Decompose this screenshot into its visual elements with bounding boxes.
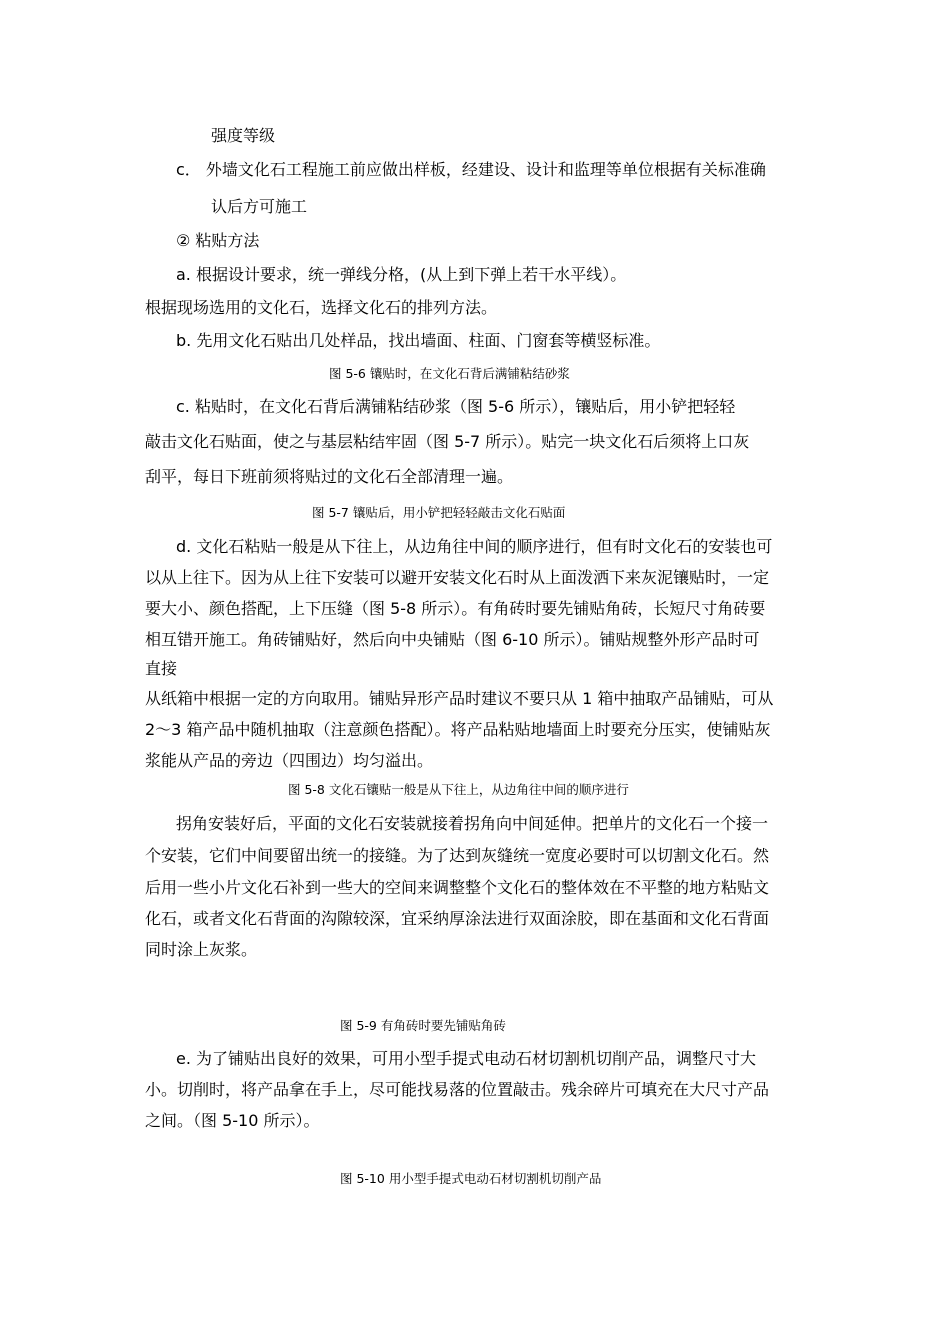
body-line: 之间。（图 5-10 所示）。 [145, 1111, 320, 1130]
body-line: 刮平，每日下班前须将贴过的文化石全部清理一遍。 [145, 467, 514, 486]
body-line: 要大小、颜色搭配，上下压缝（图 5-8 所示）。有角砖时要先铺贴角砖，长短尺寸角砖要 [145, 599, 766, 618]
body-line: 敲击文化石贴面，使之与基层粘结牢固（图 5-7 所示）。贴完一块文化石后须将上口灰 [145, 432, 750, 451]
body-line: 从纸箱中根据一定的方向取用。铺贴异形产品时建议不要只从 1 箱中抽取产品铺贴，可从 [145, 689, 774, 708]
figure-caption: 图 5-9 有角砖时要先铺贴角砖 [340, 1018, 506, 1033]
figure-caption: 图 5-10 用小型手提式电动石材切割机切削产品 [340, 1171, 602, 1186]
body-line: 2～3 箱产品中随机抽取（注意颜色搭配）。将产品粘贴地墙面上时要充分压实，使铺贴灰 [145, 720, 771, 739]
figure-caption: 图 5-8 文化石镶贴一般是从下往上，从边角往中间的顺序进行 [288, 782, 629, 797]
list-item-e: e. 为了铺贴出良好的效果，可用小型手提式电动石材切割机切削产品，调整尺寸大 [176, 1049, 757, 1068]
body-line: 化石，或者文化石背面的沟隙较深，宜采纳厚涂法进行双面涂胶，即在基面和文化石背面 [145, 909, 770, 928]
body-line: 个安装，它们中间要留出统一的接缝。为了达到灰缝统一宽度必要时可以切割文化石。然 [145, 846, 770, 865]
body-line: 以从上往下。因为从上往下安装可以避开安装文化石时从上面泼洒下来灰泥镶贴时，一定 [145, 568, 770, 587]
list-item-b: b. 先用文化石贴出几处样品，找出墙面、柱面、门窗套等横竖标准。 [176, 331, 661, 350]
figure-caption: 图 5-7 镶贴后，用小铲把轻轻敲击文化石贴面 [312, 505, 566, 520]
body-line: 浆能从产品的旁边（四围边）均匀溢出。 [145, 751, 434, 770]
body-line: 后用一些小片文化石补到一些大的空间来调整整个文化石的整体效在不平整的地方粘贴文 [145, 878, 770, 897]
body-line: 拐角安装好后，平面的文化石安装就接着拐角向中间延伸。把单片的文化石一个接一 [176, 814, 769, 833]
body-line: 相互错开施工。角砖铺贴好，然后向中央铺贴（图 6-10 所示）。铺贴规整外形产品时可 [145, 630, 760, 649]
body-line: 强度等级 [211, 126, 276, 145]
list-item-c: c. 粘贴时，在文化石背后满铺粘结砂浆（图 5-6 所示），镶贴后，用小铲把轻轻 [176, 397, 736, 416]
list-item-a: a. 根据设计要求，统一弹线分格，(从上到下弹上若干水平线）。 [176, 265, 627, 284]
list-item-c: c． 外墙文化石工程施工前应做出样板，经建设、设计和监理等单位根据有关标准确 [176, 160, 766, 179]
body-line: 同时涂上灰浆。 [145, 940, 258, 959]
section-heading: ② 粘贴方法 [176, 231, 260, 250]
body-line: 根据现场选用的文化石，选择文化石的排列方法。 [145, 298, 498, 317]
body-line: 直接 [145, 659, 178, 678]
figure-caption: 图 5-6 镶贴时，在文化石背后满铺粘结砂浆 [329, 366, 570, 381]
body-line: 小。切削时，将产品拿在手上，尽可能找易落的位置敲击。残余碎片可填充在大尺寸产品 [145, 1080, 770, 1099]
body-line: 认后方可施工 [211, 197, 308, 216]
list-item-d: d. 文化石粘贴一般是从下往上，从边角往中间的顺序进行，但有时文化石的安装也可 [176, 537, 773, 556]
